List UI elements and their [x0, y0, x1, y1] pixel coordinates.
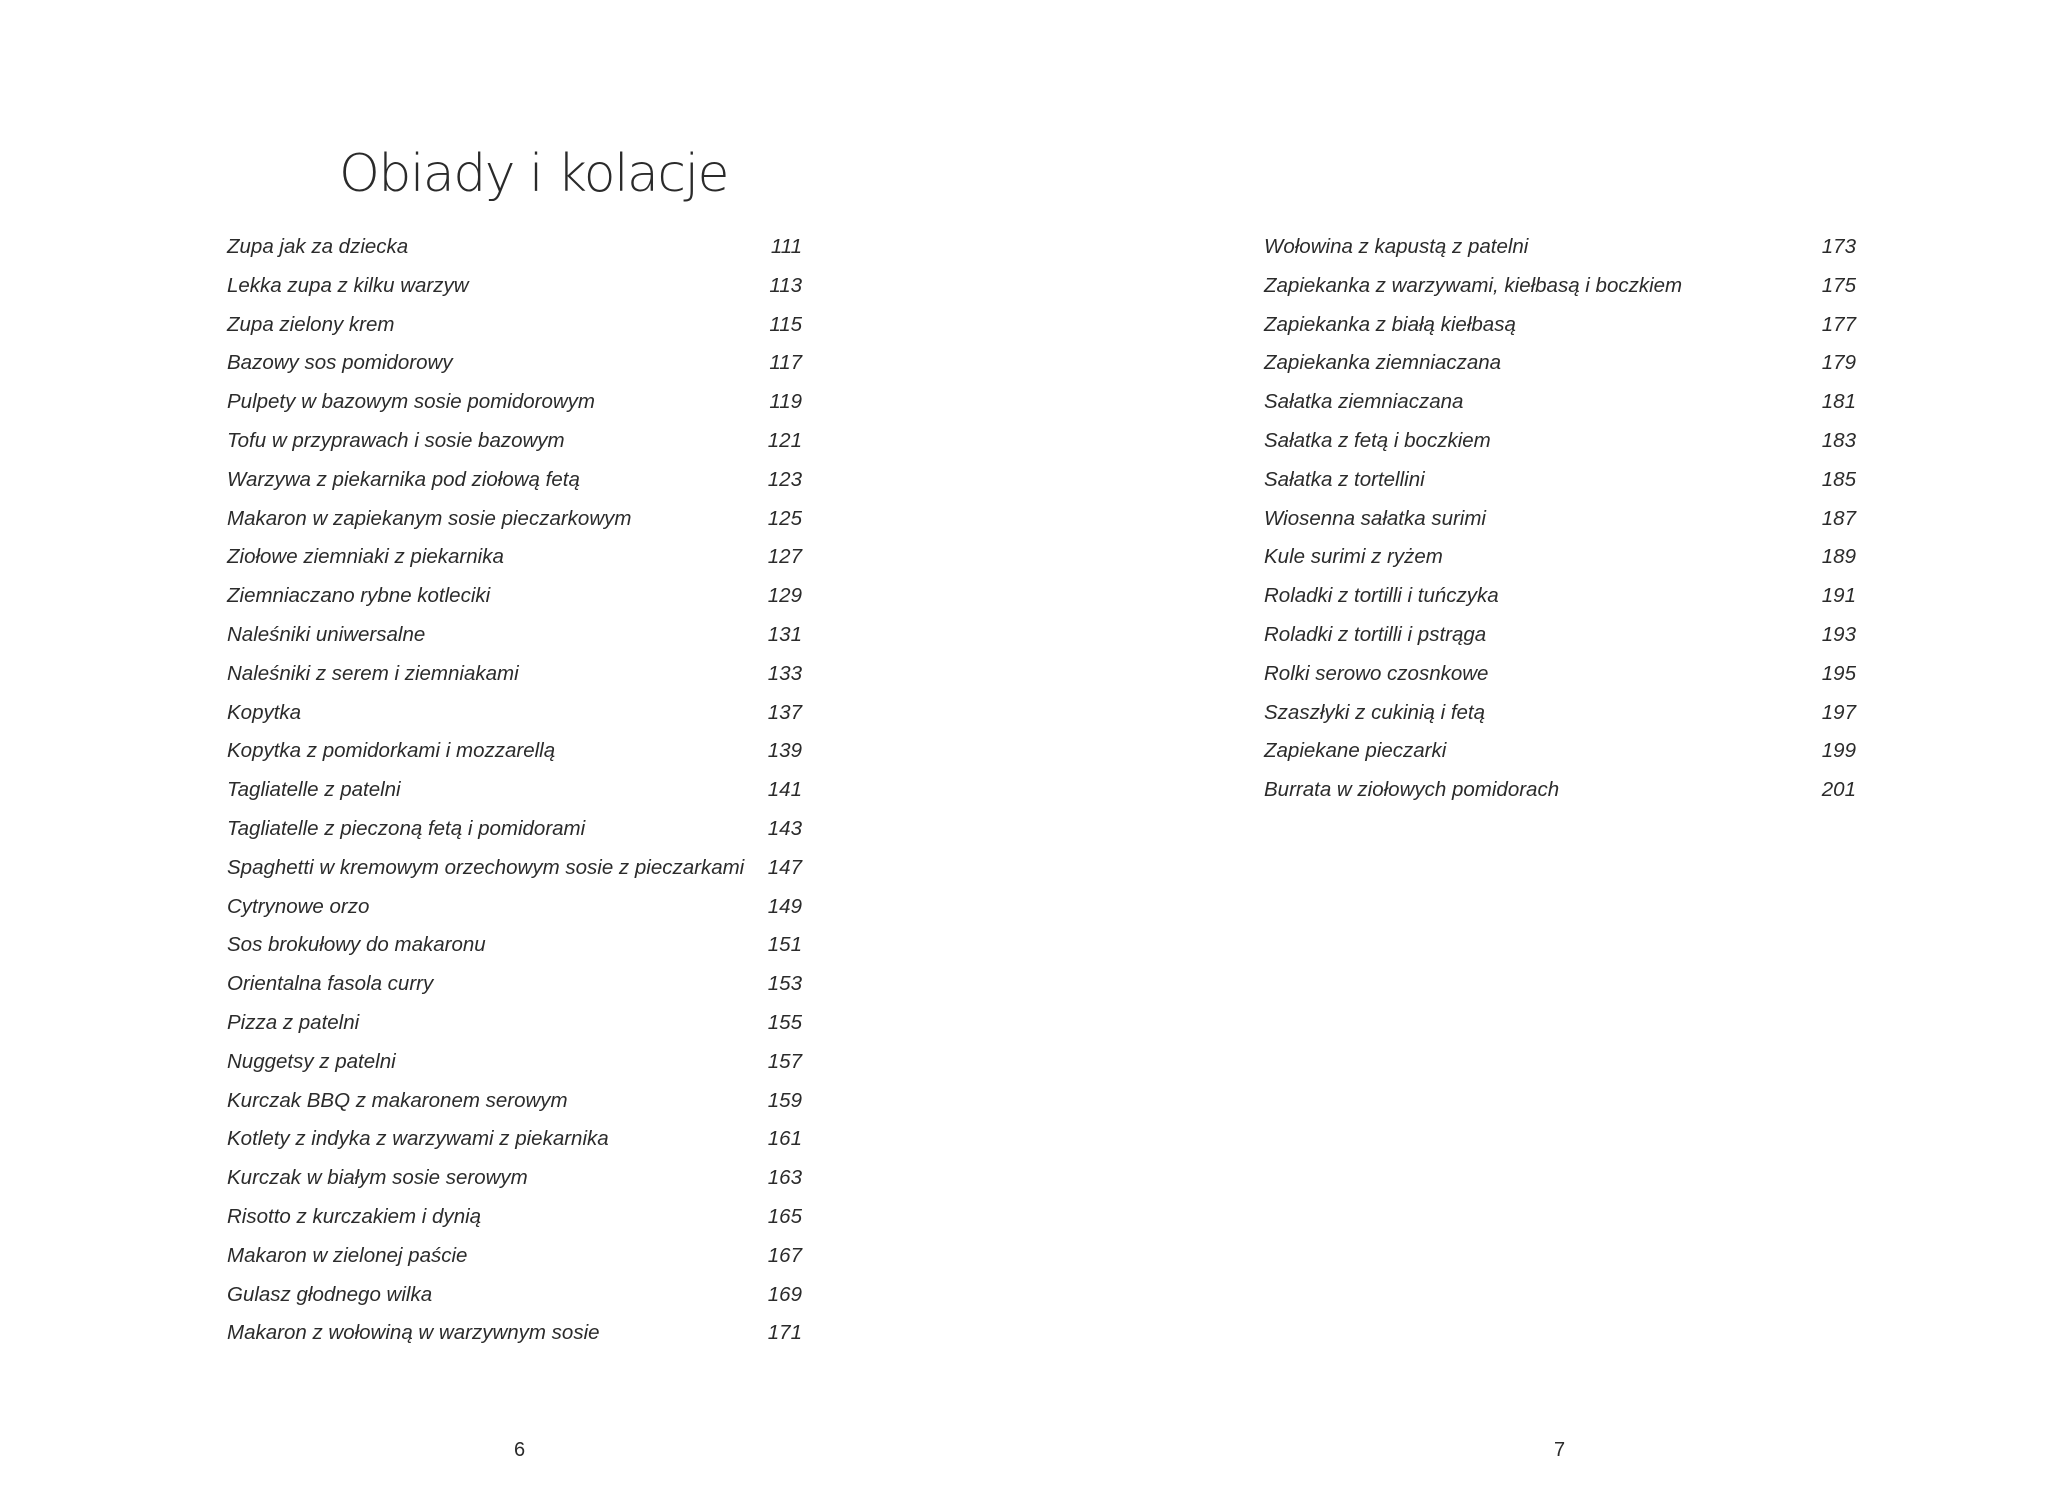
toc-entry-title: Kule surimi z ryżem	[1264, 545, 1443, 569]
toc-entry	[227, 1318, 802, 1357]
toc-entry-title: Zapiekane pieczarki	[1264, 739, 1447, 763]
toc-entry-page-number: 113	[769, 273, 802, 297]
toc-entry	[227, 581, 802, 620]
toc-entry-page-number: 157	[767, 1049, 802, 1073]
toc-entry-title: Nuggetsy z patelni	[227, 1049, 396, 1073]
toc-entry	[227, 698, 802, 737]
toc-entry-page-number: 165	[767, 1204, 802, 1228]
toc-entry	[1264, 348, 1864, 387]
toc-list-left	[227, 232, 802, 1357]
toc-entry	[1264, 736, 1864, 775]
toc-entry	[1264, 698, 1864, 737]
toc-entry-page-number: 183	[1821, 428, 1856, 452]
toc-entry-title: Makaron w zielonej paście	[227, 1243, 468, 1267]
toc-entry-title: Kurczak w białym sosie serowym	[227, 1166, 528, 1190]
toc-entry-page-number: 119	[769, 390, 802, 414]
toc-entry-title: Wiosenna sałatka surimi	[1264, 506, 1486, 530]
toc-entry	[1264, 775, 1864, 814]
toc-entry	[227, 736, 802, 775]
toc-entry-title: Kopytka z pomidorkami i mozzarellą	[227, 739, 556, 763]
toc-entry	[1264, 232, 1864, 271]
toc-entry-title: Kopytka	[227, 700, 302, 724]
toc-entry-title: Tofu w przyprawach i sosie bazowym	[227, 428, 565, 452]
toc-entry	[1264, 426, 1864, 465]
toc-entry-title: Zapiekanka z warzywami, kiełbasą i boczkiem	[1264, 273, 1683, 297]
toc-entry-page-number: 117	[769, 351, 802, 375]
toc-entry	[227, 853, 802, 892]
toc-entry-title: Sałatka ziemniaczana	[1264, 390, 1464, 414]
toc-entry-title: Sałatka z fetą i boczkiem	[1264, 428, 1491, 452]
toc-entry-page-number: 197	[1821, 700, 1856, 724]
toc-entry-title: Tagliatelle z pieczoną fetą i pomidorami	[227, 816, 586, 840]
toc-entry-title: Ziołowe ziemniaki z piekarnika	[227, 545, 504, 569]
toc-entry	[227, 271, 802, 310]
toc-entry-title: Sos brokułowy do makaronu	[227, 933, 486, 957]
toc-entry	[1264, 310, 1864, 349]
toc-entry	[227, 310, 802, 349]
toc-entry-page-number: 125	[767, 506, 802, 530]
toc-entry	[227, 930, 802, 969]
toc-entry-page-number: 175	[1821, 273, 1856, 297]
right-page	[1024, 0, 2048, 1487]
toc-entry-title: Zupa zielony krem	[227, 312, 395, 336]
toc-entry-title: Wołowina z kapustą z patelni	[1264, 235, 1529, 258]
toc-entry-page-number: 159	[767, 1088, 802, 1112]
toc-entry	[227, 232, 802, 271]
toc-entry-page-number: 127	[767, 545, 802, 569]
toc-entry-title: Rolki serowo czosnkowe	[1264, 661, 1489, 685]
toc-entry-page-number: 181	[1821, 390, 1856, 414]
toc-entry-title: Orientalna fasola curry	[227, 972, 434, 996]
toc-entry-page-number: 123	[767, 467, 802, 491]
toc-entry-title: Ziemniaczano rybne kotleciki	[227, 584, 491, 608]
toc-entry-title: Roladki z tortilli i pstrąga	[1264, 622, 1487, 646]
toc-entry	[227, 1241, 802, 1280]
toc-entry-title: Kurczak BBQ z makaronem serowym	[227, 1088, 568, 1112]
toc-entry-title: Kotlety z indyka z warzywami z piekarnika	[227, 1127, 609, 1151]
toc-entry-page-number: 191	[1821, 584, 1856, 608]
toc-entry-title: Zapiekanka ziemniaczana	[1264, 351, 1502, 375]
toc-entry-title: Gulasz głodnego wilka	[227, 1282, 433, 1306]
toc-entry-title: Tagliatelle z patelni	[227, 778, 401, 802]
toc-entry-page-number: 195	[1821, 661, 1856, 685]
toc-entry-page-number: 147	[767, 855, 802, 879]
toc-entry-page-number: 129	[767, 584, 802, 608]
toc-entry-title: Risotto z kurczakiem i dynią	[227, 1204, 482, 1228]
toc-entry	[227, 1124, 802, 1163]
toc-entry-title: Makaron z wołowiną w warzywnym sosie	[227, 1321, 600, 1345]
toc-entry	[227, 659, 802, 698]
toc-entry-title: Zapiekanka z białą kiełbasą	[1264, 312, 1516, 336]
toc-entry-title: Bazowy sos pomidorowy	[227, 351, 453, 375]
toc-entry	[227, 1086, 802, 1125]
toc-entry-title: Cytrynowe orzo	[227, 894, 370, 918]
toc-entry	[227, 1202, 802, 1241]
toc-entry	[227, 426, 802, 465]
toc-entry-page-number: 121	[767, 428, 802, 452]
toc-entry-title: Szaszłyki z cukinią i fetą	[1264, 700, 1486, 724]
toc-entry-page-number: 143	[767, 816, 802, 840]
toc-entry	[227, 465, 802, 504]
toc-entry-page-number: 167	[767, 1243, 802, 1267]
toc-entry-page-number: 193	[1821, 622, 1856, 646]
toc-entry	[227, 1163, 802, 1202]
toc-entry-title: Sałatka z tortellini	[1264, 467, 1425, 491]
toc-entry	[1264, 271, 1864, 310]
toc-entry-page-number: 189	[1821, 545, 1856, 569]
toc-entry-page-number: 153	[767, 972, 802, 996]
toc-entry-page-number: 163	[767, 1166, 802, 1190]
page-number-left: 6	[514, 1439, 526, 1461]
toc-entry	[1264, 542, 1864, 581]
toc-entry-page-number: 179	[1821, 351, 1856, 375]
toc-entry	[227, 775, 802, 814]
toc-entry-title: Zupa jak za dziecka	[227, 235, 409, 258]
toc-entry	[227, 892, 802, 931]
toc-entry-page-number: 199	[1821, 739, 1856, 763]
toc-entry	[227, 969, 802, 1008]
toc-entry-title: Naleśniki z serem i ziemniakami	[227, 661, 519, 685]
toc-entry-page-number: 171	[767, 1321, 802, 1345]
toc-entry-page-number: 111	[770, 235, 802, 258]
toc-entry	[1264, 504, 1864, 543]
toc-entry-title: Pizza z patelni	[227, 1010, 360, 1034]
toc-entry-title: Makaron w zapiekanym sosie pieczarkowym	[227, 506, 632, 530]
toc-entry-page-number: 133	[767, 661, 802, 685]
toc-entry	[227, 542, 802, 581]
toc-entry	[1264, 659, 1864, 698]
toc-entry-title: Burrata w ziołowych pomidorach	[1264, 778, 1560, 802]
toc-entry	[227, 504, 802, 543]
section-title: Obiady i kolacje	[339, 144, 728, 204]
toc-entry	[227, 348, 802, 387]
toc-entry-page-number: 149	[767, 894, 802, 918]
toc-entry	[1264, 465, 1864, 504]
toc-entry-title: Pulpety w bazowym sosie pomidorowym	[227, 390, 595, 414]
toc-entry	[227, 387, 802, 426]
toc-entry-title: Naleśniki uniwersalne	[227, 622, 426, 646]
toc-list-right	[1264, 232, 1864, 814]
toc-entry-title: Lekka zupa z kilku warzyw	[227, 273, 469, 297]
page-number-right: 7	[1554, 1439, 1566, 1461]
toc-entry-page-number: 151	[767, 933, 802, 957]
toc-entry-page-number: 169	[767, 1282, 802, 1306]
toc-entry-page-number: 131	[767, 622, 802, 646]
toc-entry	[1264, 620, 1864, 659]
toc-entry-page-number: 141	[767, 778, 802, 802]
toc-entry-page-number: 201	[1821, 778, 1856, 802]
toc-entry-page-number: 187	[1821, 506, 1856, 530]
toc-entry-title: Spaghetti w kremowym orzechowym sosie z pieczarkami	[227, 855, 745, 879]
toc-entry	[227, 1008, 802, 1047]
toc-entry-page-number: 115	[769, 312, 802, 336]
toc-entry-page-number: 161	[767, 1127, 802, 1151]
toc-entry	[227, 1280, 802, 1319]
toc-entry	[227, 1047, 802, 1086]
toc-entry-title: Roladki z tortilli i tuńczyka	[1264, 584, 1499, 608]
toc-entry	[227, 814, 802, 853]
toc-entry-page-number: 155	[767, 1010, 802, 1034]
toc-entry	[1264, 387, 1864, 426]
toc-entry-page-number: 139	[767, 739, 802, 763]
toc-entry-title: Warzywa z piekarnika pod ziołową fetą	[227, 467, 580, 491]
toc-entry-page-number: 173	[1821, 235, 1856, 258]
toc-entry-page-number: 137	[767, 700, 802, 724]
toc-entry-page-number: 185	[1821, 467, 1856, 491]
toc-entry-page-number: 177	[1821, 312, 1856, 336]
toc-entry	[227, 620, 802, 659]
toc-entry	[1264, 581, 1864, 620]
